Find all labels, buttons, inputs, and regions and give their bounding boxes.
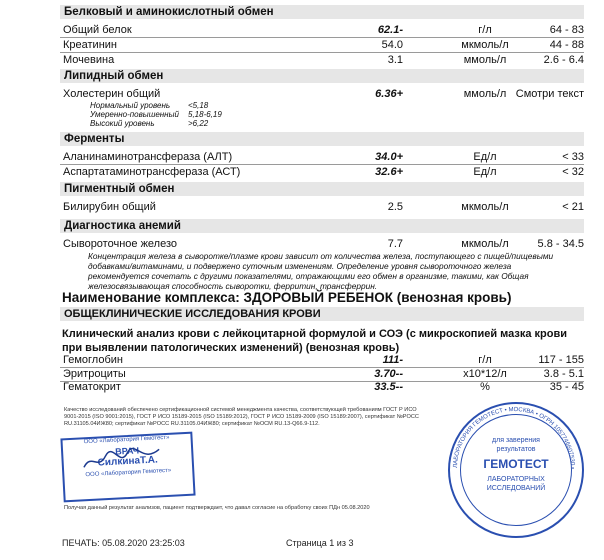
analyte-unit: % (480, 381, 490, 393)
analyte-value: 62.1- (377, 24, 403, 36)
analyte-ref: 3.8 - 5.1 (543, 368, 584, 380)
level-label: Высокий уровень (90, 119, 155, 128)
result-row (60, 150, 584, 164)
doctor-stamp (60, 432, 195, 503)
analyte-ref: < 32 (562, 166, 584, 178)
analyte-unit: мкмоль/л (461, 238, 509, 250)
analyte-name: Билирубин общий (63, 201, 156, 213)
section-pigment: Пигментный обмен (64, 183, 175, 195)
analyte-unit: x10*12/л (463, 368, 507, 380)
result-row (60, 353, 584, 367)
stamp-line1: для заверения (492, 437, 540, 444)
analyte-value: 111- (382, 354, 403, 366)
analyte-value: 7.7 (387, 238, 403, 250)
analyte-ref: Смотри текст (515, 88, 584, 100)
page-number: Страница 1 из 3 (286, 538, 354, 548)
analyte-name: Мочевина (63, 54, 115, 66)
result-row (60, 53, 584, 67)
analyte-unit: мкмоль/л (461, 39, 509, 51)
analyte-name: Эритроциты (63, 368, 126, 380)
analyte-value: 32.6+ (375, 166, 403, 178)
analyte-name: Гематокрит (63, 381, 121, 393)
svg-text:ЛАБОРАТОРИЯ ГЕМОТЕСТ • МОСКВА: ЛАБОРАТОРИЯ ГЕМОТЕСТ • МОСКВА • ОГРН 1057746607530 • (452, 406, 576, 470)
quality-text: Качество исследований обеспечено сертификационной системой менеджмента качества, соответствующей требованиям ГОСТ Р ИСО 9001-2015 (ISO 9001:2015), ГОСТ Р ИСО 15189-2015 (ISO 15189:2012), ГОСТ Р ИСО 15189-2009 (ISO 15189:2007), сертификат №POCC RU.31105.04ИЖ80; сертификат №POCC RU.31105.04ИЖ80; сертификат №ОСМ RU.13-Q66.9-112. (64, 407, 419, 427)
analyte-value: 54.0 (381, 39, 403, 51)
signature (81, 445, 162, 473)
section-lipid: Липидный обмен (64, 70, 164, 82)
analyte-name: Общий белок (63, 24, 132, 36)
analyte-value: 3.70-- (374, 368, 403, 380)
iron-note: Концентрация железа в сыворотке/плазме крови зависит от количества железа, поступающего с пищей/пищевыми добавками/витаминами, и подвержено суточным изменениям. Определение уровня сывороточного железа рекомендуется сочетать с другими показателями, отражающими его обмен в организме, такими, как Общая железосвязывающая способность сыворотки, ферритин, трансферрин. (88, 251, 554, 291)
stamp-top: ООО «Лаборатория Гемотест» (83, 434, 170, 446)
stamp-line4: ИССЛЕДОВАНИЙ (486, 485, 546, 492)
stamp-name: СилкинаТ.А. (97, 454, 159, 469)
analyte-ref: < 21 (562, 201, 584, 213)
analyte-ref: 2.6 - 6.4 (543, 54, 584, 66)
level-label: Умеренно-повышенный (90, 110, 179, 119)
analyte-name: Сывороточное железо (63, 238, 178, 250)
stamp-brand: ГЕМОТЕСТ (483, 457, 549, 471)
analyte-name: Креатинин (63, 39, 117, 51)
analyte-value: 3.1 (387, 54, 403, 66)
level-value: 5,18-6,19 (188, 110, 222, 119)
analyte-value: 2.5 (387, 201, 403, 213)
consent-text: Получая данный результат анализов, пациент подтверждает, что давал согласие на обработку своих ПДн 05.08.2020 (64, 505, 370, 511)
analyte-unit: Ед/л (473, 166, 497, 178)
analyte-unit: Ед/л (473, 151, 497, 163)
analyte-unit: ммоль/л (463, 88, 507, 100)
analyte-unit: мкмоль/л (461, 201, 509, 213)
analyte-name: Аланинаминотрансфераза (АЛТ) (63, 151, 233, 163)
analyte-ref: 35 - 45 (549, 381, 584, 393)
stamp-line2: результатов (496, 446, 536, 453)
analyte-name: Аспартатаминотрансфераза (АСТ) (63, 166, 241, 178)
result-row (60, 380, 584, 394)
analyte-unit: ммоль/л (463, 54, 507, 66)
analyte-name: Гемоглобин (63, 354, 123, 366)
section-general: ОБЩЕКЛИНИЧЕСКИЕ ИССЛЕДОВАНИЯ КРОВИ (64, 308, 321, 320)
result-row (60, 87, 584, 101)
print-timestamp: ПЕЧАТЬ: 05.08.2020 23:25:03 (62, 538, 185, 548)
stamp-title: ВРАЧ (114, 445, 140, 457)
analyte-unit: г/л (478, 354, 492, 366)
chol-levels (90, 101, 222, 128)
analyte-ref: < 33 (562, 151, 584, 163)
lab-round-stamp (448, 402, 584, 538)
section-anemia: Диагностика анемий (64, 220, 181, 232)
result-row (60, 23, 584, 37)
level-label: Нормальный уровень (90, 101, 171, 110)
analyte-unit: г/л (478, 24, 492, 36)
result-row (60, 237, 584, 251)
level-value: >6,22 (188, 119, 209, 128)
section-protein: Белковый и аминокислотный обмен (64, 6, 274, 18)
analyte-ref: 64 - 83 (549, 24, 584, 36)
panel-title: Клинический анализ крови с лейкоцитарной формулой и СОЭ (с микроскопией мазка крови при выявлении патологических изменений) (венозная кровь) (62, 328, 567, 354)
stamp-bottom: ООО «Лаборатория Гемотест» (85, 467, 172, 479)
level-value: <5,18 (188, 101, 209, 110)
result-row (60, 367, 584, 381)
analyte-name: Холестерин общий (63, 88, 161, 100)
analyte-ref: 44 - 88 (549, 39, 584, 51)
result-row (60, 200, 584, 214)
analyte-value: 33.5-- (374, 381, 403, 393)
result-row (60, 38, 584, 52)
analyte-ref: 117 - 155 (538, 354, 584, 366)
complex-title: Наименование комплекса: ЗДОРОВЫЙ РЕБЕНОК (венозная кровь) (62, 290, 512, 305)
analyte-value: 6.36+ (375, 88, 403, 100)
analyte-ref: 5.8 - 34.5 (537, 238, 584, 250)
section-enzymes: Ферменты (64, 133, 125, 145)
result-row (60, 165, 584, 179)
analyte-value: 34.0+ (375, 151, 403, 163)
stamp-line3: ЛАБОРАТОРНЫХ (487, 476, 545, 483)
